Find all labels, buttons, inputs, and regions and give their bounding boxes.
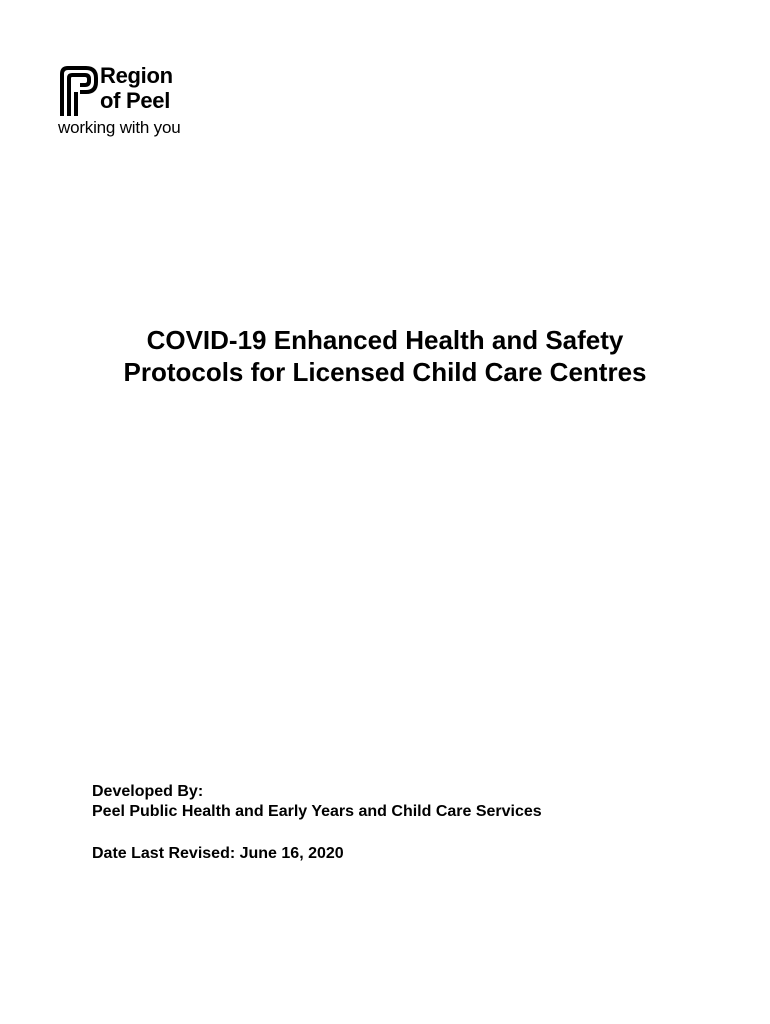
logo-of-peel-text: of Peel — [100, 88, 171, 113]
developed-by-label: Developed By: — [92, 783, 204, 800]
document-title-line-1: COVID-19 Enhanced Health and Safety — [146, 325, 624, 355]
document-credits — [92, 782, 542, 864]
document-title — [0, 324, 770, 388]
region-of-peel-p-logo-icon — [60, 66, 98, 116]
region-of-peel-logo — [58, 62, 208, 144]
document-title-line-2: Protocols for Licensed Child Care Centres — [123, 357, 647, 387]
logo-tagline: working with you — [58, 118, 181, 137]
logo-region-text: Region — [100, 63, 173, 88]
date-last-revised: Date Last Revised: June 16, 2020 — [92, 845, 344, 862]
developed-by-value: Peel Public Health and Early Years and Child Care Services — [92, 803, 542, 820]
